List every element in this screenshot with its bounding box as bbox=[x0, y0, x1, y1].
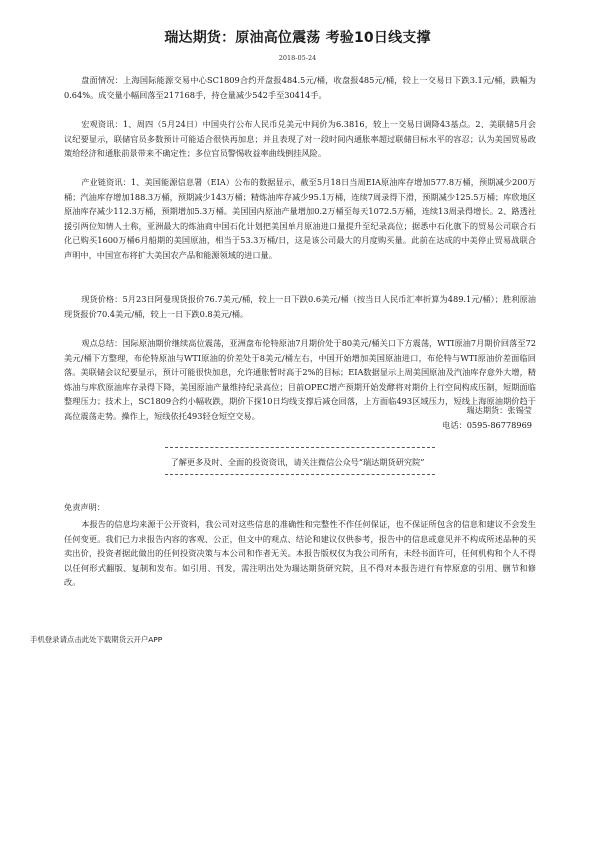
paragraph-market: 盘面情况：上海国际能源交易中心SC1809合约开盘报484.5元/桶，收盘报485元/桶，较上一交易日下跌3.1元/桶，跌幅为0.64%。成交量小幅回落至217168手，持仓量减少542手至30414手。 bbox=[64, 75, 536, 100]
paragraph-macro: 宏观资讯：1、周四（5月24日）中国央行公布人民币兑美元中间价为6.3816，较上一交易日调降43基点。2、美联储5月会议纪要显示，联储官员多数预计可能适合很快再加息；并且表现了对一段时间内通胀率超过联储目标水平的容忍；认为美国贸易政策给经济和通胀前景带来不确定性；多位官员警惕收益率曲线倒挂风险。 bbox=[64, 119, 536, 158]
disclaimer-text: 本报告的信息均来源于公开资料，我公司对这些信息的准确性和完整性不作任何保证，也不保证所包含的信息和建议不会发生任何变更。我们已力求报告内容的客观、公正，但文中的观点、结论和建议仅供参考，报告中的信息或意见并不构成所述品种的买卖出价，投资者据此做出的任何投资决策与本公司和作者无关。本报告版权仅为我公司所有，未经书面许可，任何机构和个人不得以任何形式翻版、复制和发布。如引用、刊发，需注明出处为瑞达期货研究院，且不得对本报告进行有悖原意的引用、删节和修改。 bbox=[64, 519, 536, 587]
paragraph-summary: 观点总结：国际原油期价继续高位震荡，亚洲盘布伦特原油7月期价处于80美元/桶关口下方震荡，WTI原油7月期价回落至72美元/桶下方整理，布伦特原油与WTI原油的价差处于8美元/桶左右，中国开始增加美国原油进口，布伦特与WTI原油价差面临回落。美联储会议纪要显示，预计可能很快加息，允许通胀暂时高于2%的目标；EIA数据显示上周美国原油及汽油库存意外大增，精炼油与库欣原油库存录得下降，美国原油产量维持纪录高位；目前OPEC增产预期开始发酵将对期价上行空间构成压制，短期面临整理压力；技术上，SC1809合约小幅收跌，期价下探10日均线支撑后减仓回落，上方面临493区域压力，短线上海原油期价趋于高位震荡走势。操作上，短线依托493轻仓短空交易。 bbox=[64, 338, 536, 421]
divider-top bbox=[165, 447, 435, 448]
app-download-link[interactable]: 手机登录请点击此处下载期货云开户APP bbox=[30, 635, 163, 644]
disclaimer-section bbox=[64, 517, 536, 590]
spot-price-section bbox=[64, 292, 536, 321]
macro-news-section bbox=[64, 117, 536, 161]
paragraph-spot: 现货价格：5月23日阿曼现货报价76.7美元/桶，较上一日下跌0.6美元/桶（按当日人民币汇率折算为489.1元/桶）；胜利原油现货报价70.4美元/桶，较上一日下跌0.8美元/桶。 bbox=[64, 294, 536, 319]
market-summary-section bbox=[64, 73, 536, 102]
report-title: 瑞达期货：原油高位震荡 考验10日线支撑 bbox=[164, 30, 431, 46]
signature-phone: 电话：0595-86778969 bbox=[442, 420, 532, 430]
paragraph-industry: 产业链资讯：1、美国能源信息署（EIA）公布的数据显示，截至5月18日当周EIA原油库存增加577.8万桶，预期减少200万桶；汽油库存增加188.3万桶，预期减少143万桶；精炼油库存减少95.1万桶，连续7周录得下滑，预期减少125.5万桶；库欣地区原油库存减少112.3万桶，预期增加5.3万桶。美国国内原油产量增加0.2万桶至每天1072.5万桶，连续13周录得增长。2、路透社援引两位知情人士称，亚洲最大的炼油商中国石化计划把美国单月原油进口量提升至纪录高位；据悉中石化旗下的贸易公司联合石化已购买1600万桶6月船期的美国原油，相当于53.3万桶/日，这是该公司最大的月度购买量。此前在达成的中美停止贸易战联合声明中，中国宣布将扩大美国农产品和能源领域的进口量。 bbox=[64, 177, 536, 260]
wechat-notice: 了解更多及时、全面的投资资讯，请关注微信公众号“瑞达期货研究院” bbox=[170, 457, 425, 467]
summary-section bbox=[64, 336, 536, 423]
disclaimer-title: 免责声明： bbox=[64, 502, 105, 512]
divider-bottom bbox=[165, 474, 435, 475]
industry-news-section bbox=[64, 175, 536, 262]
report-date: 2018-05-24 bbox=[278, 54, 317, 62]
signature-author: 瑞达期货：张锡莹 bbox=[466, 405, 532, 415]
